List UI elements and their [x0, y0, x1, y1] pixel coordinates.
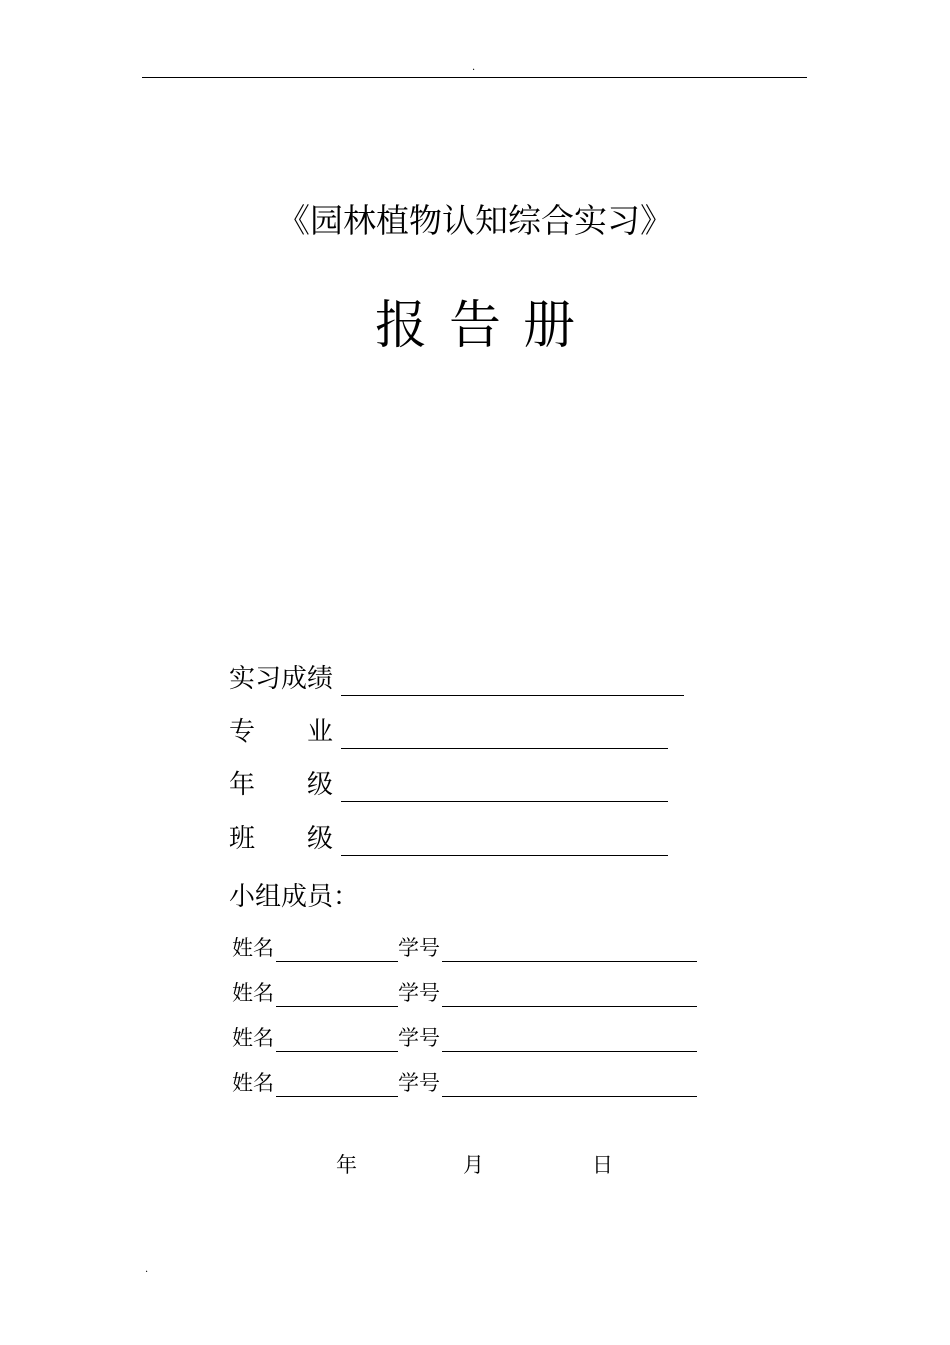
- member-row: [232, 1024, 697, 1052]
- document-subtitle: 报告册: [374, 296, 597, 356]
- member-id-blank[interactable]: [442, 1029, 697, 1052]
- member-row: [232, 979, 697, 1007]
- member-id-blank[interactable]: [442, 984, 697, 1007]
- member-name-blank[interactable]: [276, 1074, 398, 1097]
- member-id-blank[interactable]: [442, 1074, 697, 1097]
- header-mark: .: [472, 62, 476, 73]
- date-day-label: 日: [592, 1153, 613, 1177]
- member-row: [232, 1069, 697, 1097]
- field-grade-blank[interactable]: [341, 773, 668, 802]
- member-name-blank[interactable]: [276, 939, 398, 962]
- member-name-label: 姓名: [232, 1026, 274, 1050]
- footer-mark: .: [145, 1264, 149, 1275]
- field-score: [229, 662, 684, 696]
- date-month-label: 月: [463, 1153, 484, 1177]
- member-name-blank[interactable]: [276, 984, 398, 1007]
- header-rule: [142, 77, 807, 78]
- document-title: 《园林植物认知综合实习》: [277, 201, 673, 240]
- member-id-blank[interactable]: [442, 939, 697, 962]
- member-id-label: 学号: [398, 936, 440, 960]
- member-name-label: 姓名: [232, 936, 274, 960]
- field-class: [229, 822, 668, 856]
- field-major-blank[interactable]: [341, 720, 668, 749]
- field-class-label: 班 级: [229, 824, 334, 854]
- member-id-label: 学号: [398, 1026, 440, 1050]
- member-name-label: 姓名: [232, 1071, 274, 1095]
- date-year-label: 年: [336, 1153, 357, 1177]
- field-score-label: 实习成绩: [229, 664, 334, 694]
- members-title: 小组成员：: [229, 882, 360, 912]
- member-name-blank[interactable]: [276, 1029, 398, 1052]
- field-major: [229, 715, 668, 749]
- field-major-label: 专 业: [229, 717, 334, 747]
- member-row: [232, 934, 697, 962]
- field-grade-label: 年 级: [229, 770, 334, 800]
- member-id-label: 学号: [398, 981, 440, 1005]
- field-grade: [229, 768, 668, 802]
- member-id-label: 学号: [398, 1071, 440, 1095]
- member-name-label: 姓名: [232, 981, 274, 1005]
- field-score-blank[interactable]: [341, 667, 684, 696]
- field-class-blank[interactable]: [341, 827, 668, 856]
